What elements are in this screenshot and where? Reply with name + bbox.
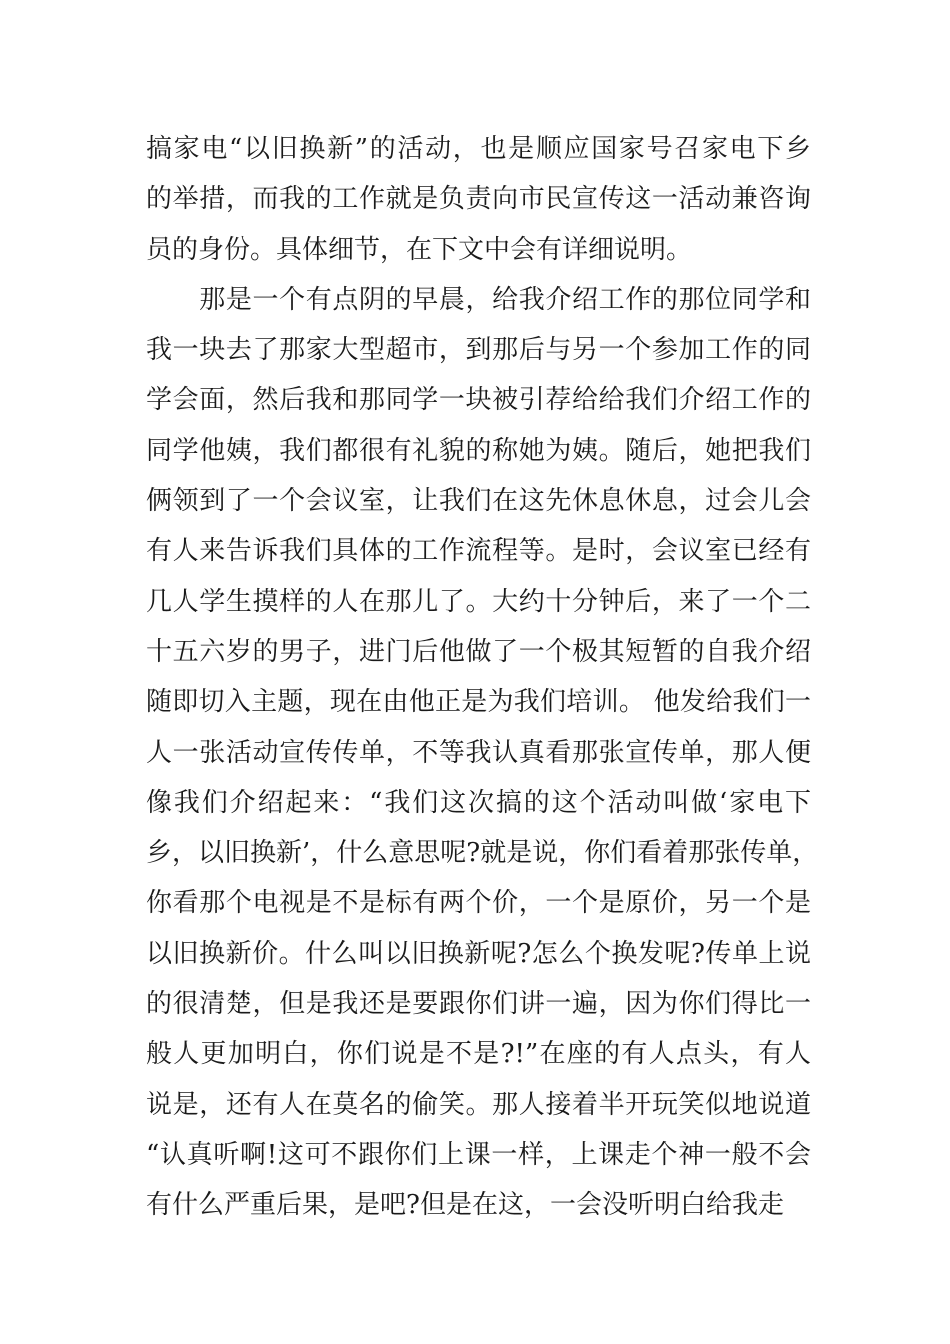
text-line: 十五六岁的男子，进门后他做了一个极其短暂的自我介绍	[146, 636, 811, 667]
text-line: 搞家电“以旧换新”的活动，也是顺应国家号召家电下乡	[146, 134, 811, 164]
text-line: 随即切入主题，现在由他正是为我们培训。 他发给我们一	[146, 687, 811, 718]
text-line: 有什么严重后果，是吧?但是在这，一会没听明白给我走	[146, 1190, 784, 1221]
text-line: 人一张活动宣传传单，不等我认真看那张宣传单，那人便	[146, 737, 811, 768]
text-line: 以旧换新价。什么叫以旧换新呢?怎么个换发呢?传单上说	[146, 938, 811, 969]
text-line: 学会面，然后我和那同学一块被引荐给给我们介绍工作的	[146, 385, 811, 416]
text-line: 那是一个有点阴的早晨，给我介绍工作的那位同学和	[146, 284, 811, 315]
text-line: “认真听啊!这可不跟你们上课一样，上课走个神一般不会	[146, 1139, 811, 1170]
body-text	[146, 124, 819, 1231]
text-line: 乡，以旧换新’，什么意思呢?就是说，你们看着那张传单，	[146, 838, 819, 869]
text-line: 俩领到了一个会议室，让我们在这先休息休息，过会儿会	[146, 486, 811, 517]
text-line: 的很清楚，但是我还是要跟你们讲一遍，因为你们得比一	[146, 989, 811, 1020]
text-line: 员的身份。具体细节，在下文中会有详细说明。	[146, 234, 693, 265]
text-line: 我一块去了那家大型超市，到那后与另一个参加工作的同	[146, 335, 811, 366]
text-line: 般人更加明白，你们说是不是?!”在座的有人点头，有人	[146, 1039, 811, 1070]
text-line: 的举措，而我的工作就是负责向市民宣传这一活动兼咨询	[146, 184, 811, 215]
text-line: 像我们介绍起来：“我们这次搞的这个活动叫做‘家电下	[146, 787, 811, 818]
text-line: 同学他姨，我们都很有礼貌的称她为姨。随后，她把我们	[146, 435, 811, 466]
text-line: 说是，还有人在莫名的偷笑。那人接着半开玩笑似地说道	[146, 1089, 811, 1120]
text-line: 几人学生摸样的人在那儿了。大约十分钟后，来了一个二	[146, 586, 811, 617]
text-line: 你看那个电视是不是标有两个价，一个是原价，另一个是	[146, 888, 811, 919]
text-line: 有人来告诉我们具体的工作流程等。是时，会议室已经有	[146, 536, 811, 567]
